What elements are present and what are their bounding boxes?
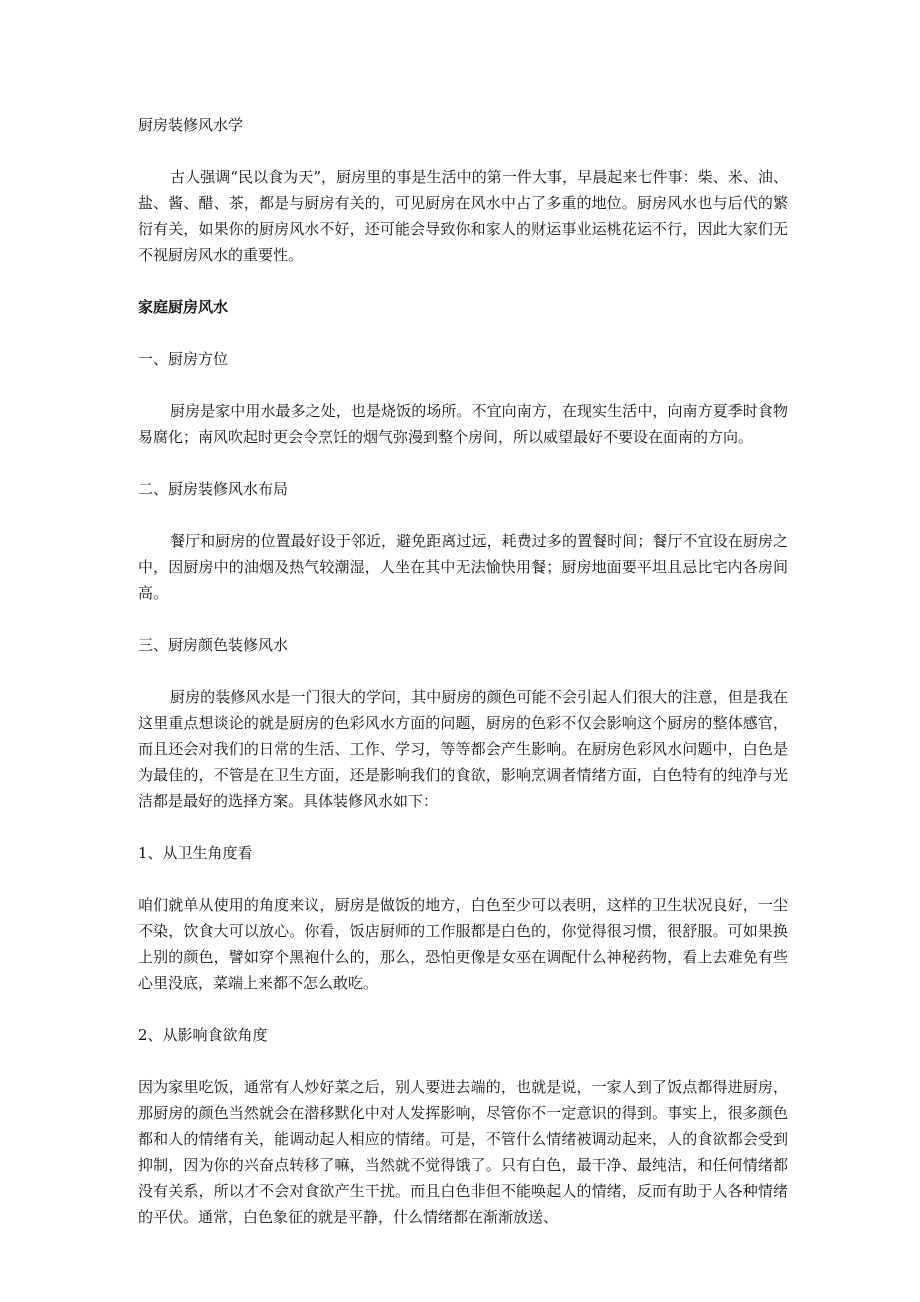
point-1-body: 咱们就单从使用的角度来议，厨房是做饭的地方，白色至少可以表明，这样的卫生状况良好，一尘不染，饮食大可以放心。你看，饭店厨师的工作服都是白色的，你觉得很习惯，很舒服。可如果换上别的颜色，譬如穿个黑袍什么的，那么，恐怕更像是女巫在调配什么神秘药物，看上去难免有些心里没底，菜端上来都不怎么敢吃。: [138, 896, 788, 992]
point-1-title: 1、从卫生角度看: [138, 844, 253, 862]
section-2-title: 二、厨房装修风水布局: [138, 480, 289, 498]
document-title: 厨房装修风水学: [138, 116, 244, 134]
point-2-body: 因为家里吃饭，通常有人炒好菜之后，别人要进去端的，也就是说，一家人到了饭点都得进厨房，那厨房的颜色当然就会在潜移默化中对人发挥影响，尽管你不一定意识的得到。事实上，很多颜色都和人的情绪有关，能调动起人相应的情绪。可是，不管什么情绪被调动起来，人的食欲都会受到抑制，因为你的兴奋点转移了嘛，当然就不觉得饿了。只有白色，最干净、最纯洁，和任何情绪都没有关系，所以才不会对食欲产生干扰。而且白色非但不能唤起人的情绪，反而有助于人各种情绪的平伏。通常，白色象征的就是平静，什么情绪都在渐渐放送、: [138, 1078, 788, 1226]
intro-paragraph: 古人强调“民以食为天”，厨房里的事是生活中的第一件大事，早晨起来七件事：柴、米、油、盐、酱、醋、茶，都是与厨房有关的，可见厨房在风水中占了多重的地位。厨房风水也与后代的繁衍有关，如果你的厨房风水不好，还可能会导致你和家人的财运事业运桃花运不行，因此大家们无不视厨房风水的重要性。: [138, 168, 788, 264]
section-1-title: 一、厨房方位: [138, 350, 229, 368]
point-2-title: 2、从影响食欲角度: [138, 1026, 268, 1044]
document-body: [138, 112, 788, 1230]
section-2-body: 餐厅和厨房的位置最好设于邻近，避免距离过远，耗费过多的置餐时间；餐厅不宜设在厨房之中，因厨房中的油烟及热气较潮湿，人坐在其中无法愉快用餐；厨房地面要平坦且忌比宅内各房间高。: [138, 532, 788, 602]
section-3-title: 三、厨房颜色装修风水: [138, 636, 289, 654]
section-3-body: 厨房的装修风水是一门很大的学问，其中厨房的颜色可能不会引起人们很大的注意，但是我在这里重点想谈论的就是厨房的色彩风水方面的问题，厨房的色彩不仅会影响这个厨房的整体感官，而且还会对我们的日常的生活、工作、学习，等等都会产生影响。在厨房色彩风水问题中，白色是为最佳的，不管是在卫生方面，还是影响我们的食欲，影响烹调者情绪方面，白色特有的纯净与光洁都是最好的选择方案。具体装修风水如下：: [138, 688, 788, 810]
section-heading: 家庭厨房风水: [138, 298, 229, 316]
section-1-body: 厨房是家中用水最多之处，也是烧饭的场所。不宜向南方，在现实生活中，向南方夏季时食物易腐化；南风吹起时更会令烹饪的烟气弥漫到整个房间，所以威望最好不要设在面南的方向。: [138, 402, 788, 446]
